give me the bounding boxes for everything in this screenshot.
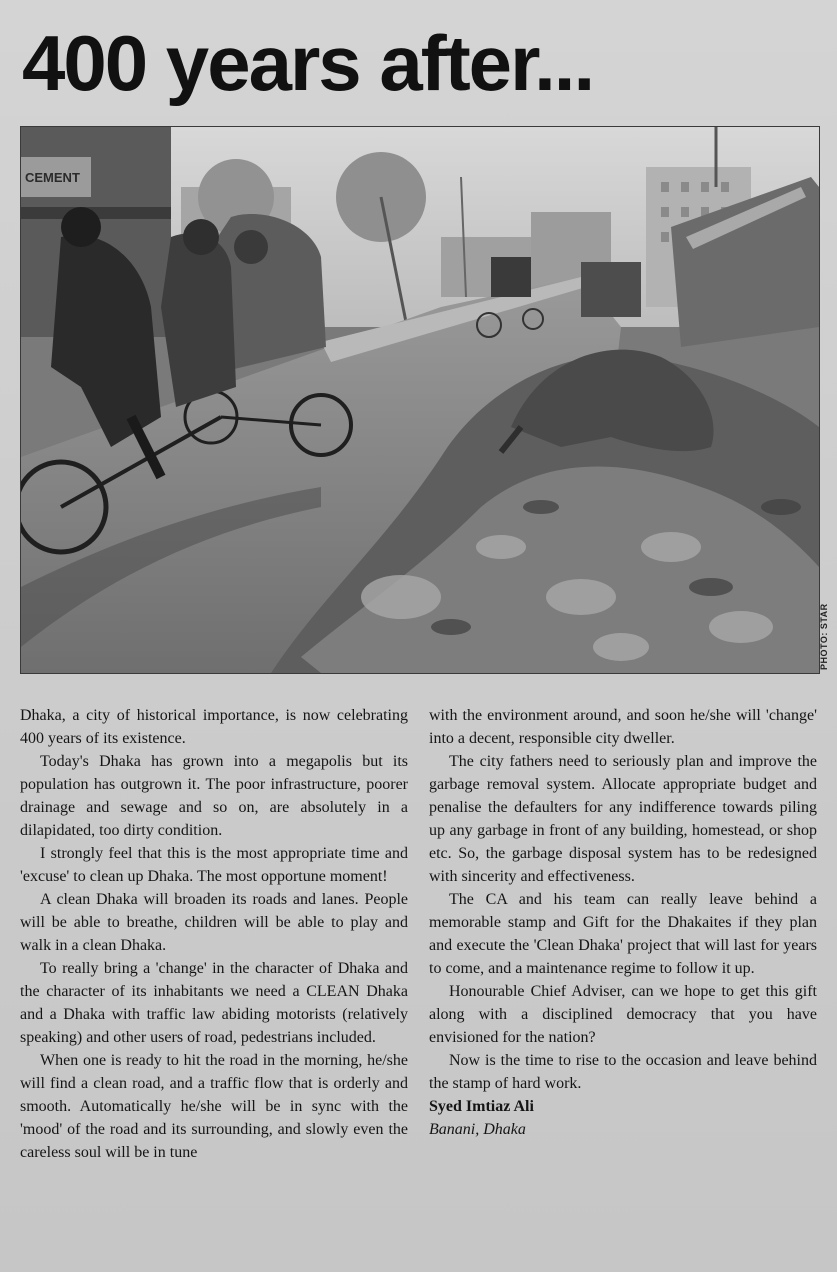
author-location: Banani, Dhaka	[429, 1121, 526, 1138]
article-column-right	[429, 704, 817, 1141]
article-paragraph: A clean Dhaka will broaden its roads and lanes. People will be able to breathe, children will be able to play and walk in a clean Dhaka.	[20, 891, 408, 954]
article-paragraph: Honourable Chief Adviser, can we hope to get this gift along with a disciplined democracy that you have envisioned for the nation?	[429, 983, 817, 1046]
article-column-left	[20, 704, 408, 1164]
article-paragraph: The city fathers need to seriously plan and improve the garbage removal system. Allocate appropriate budget and penalise the defaulters for any indifference towards piling up any garbage in front of any building, homestead, or shop etc. So, the garbage disposal system has to be redesigned with sincerity and effectiveness.	[429, 753, 817, 885]
article-paragraph: When one is ready to hit the road in the morning, he/she will find a clean road, and a traffic flow that is orderly and smooth. Automatically he/she will be in sync with the 'mood' of the road and its surrounding, and slowly even the careless soul will be in tune	[20, 1052, 408, 1161]
article-paragraph-continued: with the environment around, and soon he/she will 'change' into a decent, responsible city dweller.	[429, 707, 817, 747]
article-paragraph: The CA and his team can really leave behind a memorable stamp and Gift for the Dhakaites if they plan and execute the 'Clean Dhaka' project that will last for years to come, and a maintenance regime to follow it up.	[429, 891, 817, 977]
article-paragraph: Dhaka, a city of historical importance, is now celebrating 400 years of its existence.	[20, 707, 408, 747]
shop-sign-text: CEMENT	[25, 170, 80, 185]
headline: 400 years after...	[22, 19, 594, 107]
article-paragraph: To really bring a 'change' in the character of Dhaka and the character of its inhabitants we need a CLEAN Dhaka and a Dhaka with traffic law abiding motorists (relatively speaking) and other users of road, pedestrians included.	[20, 960, 408, 1046]
article-paragraph: Now is the time to rise to the occasion and leave behind the stamp of hard work.	[429, 1052, 817, 1092]
news-photo	[20, 126, 820, 674]
article-paragraph: I strongly feel that this is the most appropriate time and 'excuse' to clean up Dhaka. The most opportune moment!	[20, 845, 408, 885]
article-paragraph: Today's Dhaka has grown into a megapolis but its population has outgrown it. The poor infrastructure, poorer drainage and sewage and so on, are absolutely in a dilapidated, too dirty condition.	[20, 753, 408, 839]
street-garbage-photo	[21, 127, 819, 673]
photo-credit: PHOTO: STAR	[819, 603, 829, 670]
author-name: Syed Imtiaz Ali	[429, 1098, 534, 1115]
